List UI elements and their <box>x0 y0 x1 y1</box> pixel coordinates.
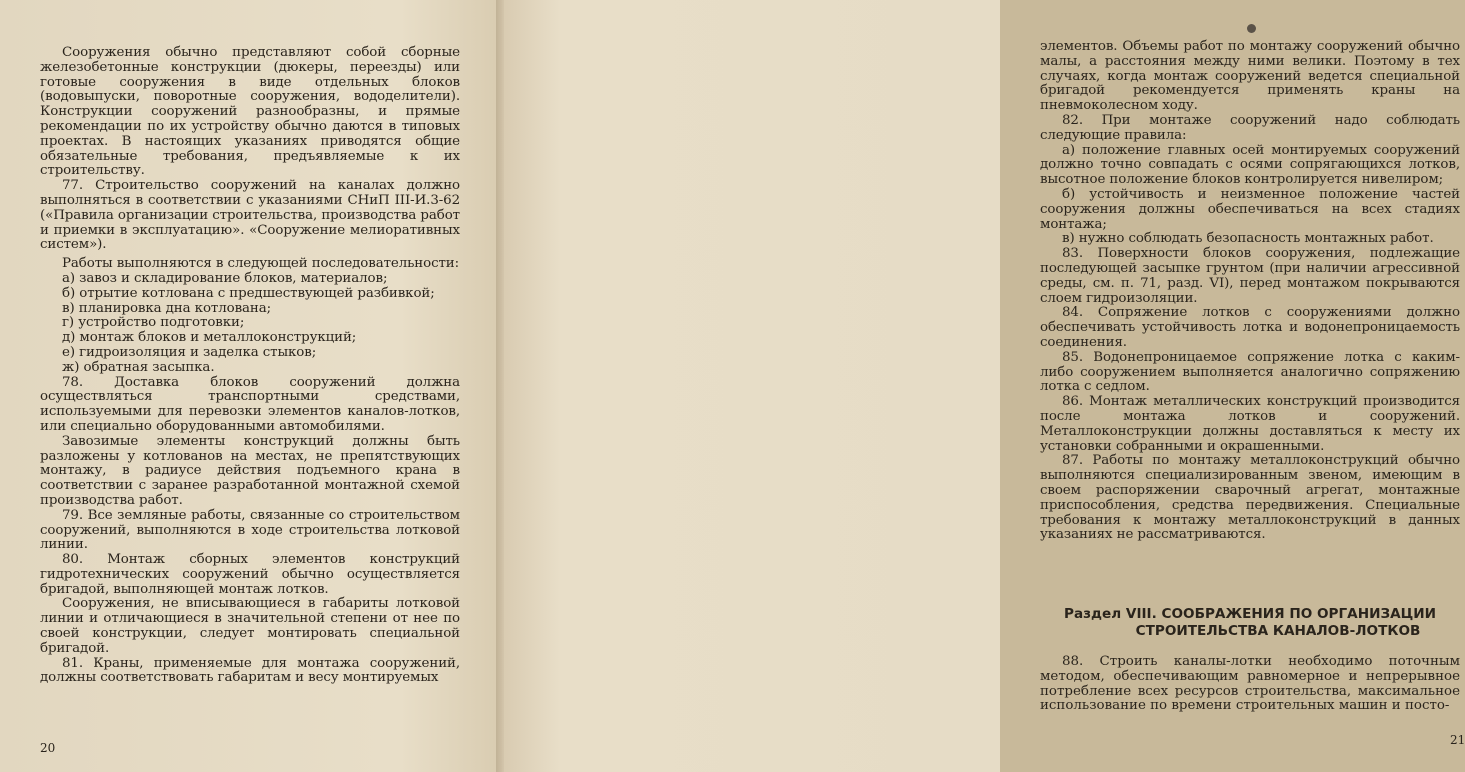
paragraph: 79. Все земляные работы, связанные со строительством сооружений, выполняются в ходе строительства лотковой линии. <box>40 507 460 553</box>
section-heading-line2: СТРОИТЕЛЬСТВА КАНАЛОВ-ЛОТКОВ <box>1135 623 1421 639</box>
list-item: б) отрытие котлована с предшествующей разбивкой; <box>62 285 435 301</box>
list-item: в) планировка дна котлована; <box>62 300 272 316</box>
list-item: а) завоз и складирование блоков, материалов; <box>62 270 388 286</box>
list-item: е) гидроизоляция и заделка стыков; <box>62 344 317 360</box>
paragraph: 80. Монтаж сборных элементов конструкций гидротехнических сооружений обычно осуществляется бригадой, выполняющей монтаж лотков. <box>40 552 460 597</box>
list-item: б) устойчивость и неизменное положение частей сооружения должны обеспечиваться на всех стадиях монтажа; <box>1040 186 1460 232</box>
right-page-text <box>1040 40 1460 543</box>
paragraph: 82. При монтаже сооружений надо соблюдать следующие правила: <box>1040 112 1460 143</box>
list-item: а) положение главных осей монтируемых сооружений должно точно совпадать с осями сопрягающихся лотков, высотное положение блоков контролируется нивелиром; <box>1040 142 1460 188</box>
book-gutter <box>496 0 504 772</box>
paragraph: 85. Водонепроницаемое сопряжение лотка с каким-либо сооружением выполняется аналогично сопряжению лотка с седлом. <box>1040 349 1460 395</box>
section-heading <box>1040 606 1460 640</box>
paragraph: Завозимые элементы конструкций должны быть разложены у котлованов на местах, не препятствующих монтажу, в радиусе действия подъемного крана в соответствии с заранее разработанной монтажной схемой производства работ. <box>40 433 460 508</box>
page-number-right: 21 <box>1450 733 1465 747</box>
paragraph: 83. Поверхности блоков сооружения, подлежащие последующей засыпке грунтом (при наличии агрессивной среды, см. п. 71, разд. VI), перед монтажом покрываются слоем гидроизоляции. <box>1040 246 1460 306</box>
paragraph: 87. Работы по монтажу металлоконструкций обычно выполняются специализированным звеном, имеющим в своем распоряжении сварочный агрегат, монтажные приспособления, средства передвижения. Специальные требования к монтажу металлоконструкций в данных указаниях не рассматриваются. <box>1040 453 1460 543</box>
paragraph: 81. Краны, применяемые для монтажа сооружений, должны соответствовать габаритам и весу монтируемых <box>40 655 460 686</box>
list-item: д) монтаж блоков и металлоконструкций; <box>62 330 357 346</box>
list-item: ж) обратная засыпка. <box>62 359 215 375</box>
paragraph: 77. Строительство сооружений на каналах должно выполняться в соответствии с указаниями СНиП III-И.3-62 («Правила организации строительства, производства работ и приемки в эксплуатацию». «Сооружение мелиоративных систем»). <box>40 178 460 253</box>
section-text <box>1040 655 1460 714</box>
paragraph: Работы выполняются в следующей последовательности: <box>62 256 460 272</box>
paragraph: 86. Монтаж металлических конструкций производится после монтажа лотков и сооружений. Металлоконструкции должны доставляться к месту их установки собранными и окрашенными. <box>1040 394 1460 454</box>
paragraph: Сооружения, не вписывающиеся в габариты лотковой линии и отличающиеся в значительной степени от нее по своей конструкции, следует монтировать специальной бригадой. <box>40 596 460 656</box>
list-item: г) устройство подготовки; <box>62 315 245 331</box>
left-page <box>0 0 500 772</box>
paragraph: Сооружения обычно представляют собой сборные железобетонные конструкции (дюкеры, переезды) или готовые сооружения в виде отдельных блоков (водовыпуски, поворотные сооружения, вододелители). Конструкции сооружений разнообразны, и прямые рекомендации по их устройству обычно даются в типовых проектах. В настоящих указаниях приводятся общие обязательные требования, предъявляемые к их строительству. <box>40 45 460 179</box>
paragraph: 78. Доставка блоков сооружений должна осуществляться транспортными средствами, используемыми для перевозки элементов каналов-лотков, или специально оборудованными автомобилями. <box>40 374 460 434</box>
paragraph: 88. Строить каналы-лотки необходимо поточным методом, обеспечивающим равномерное и непрерывное потребление всех ресурсов строительства, максимальное использование по времени строительных машин и посто- <box>1040 654 1460 714</box>
paragraph: 84. Сопряжение лотков с сооружениями должно обеспечивать устойчивость лотка и водонепроницаемость соединения. <box>1040 305 1460 350</box>
right-page <box>500 0 1465 772</box>
left-page-text <box>40 46 460 686</box>
section-heading-line1: Раздел VIII. СООБРАЖЕНИЯ ПО ОРГАНИЗАЦИИ <box>1064 606 1436 622</box>
paragraph: элементов. Объемы работ по монтажу сооружений обычно малы, а расстояния между ними велики. Поэтому в тех случаях, когда монтаж сооружений ведется специальной бригадой рекомендуется применять краны на пневмоколесном ходу. <box>1040 39 1460 114</box>
list-item: в) нужно соблюдать безопасность монтажных работ. <box>1062 231 1434 247</box>
ink-dot <box>1247 24 1256 33</box>
page-number-left: 20 <box>40 741 56 755</box>
